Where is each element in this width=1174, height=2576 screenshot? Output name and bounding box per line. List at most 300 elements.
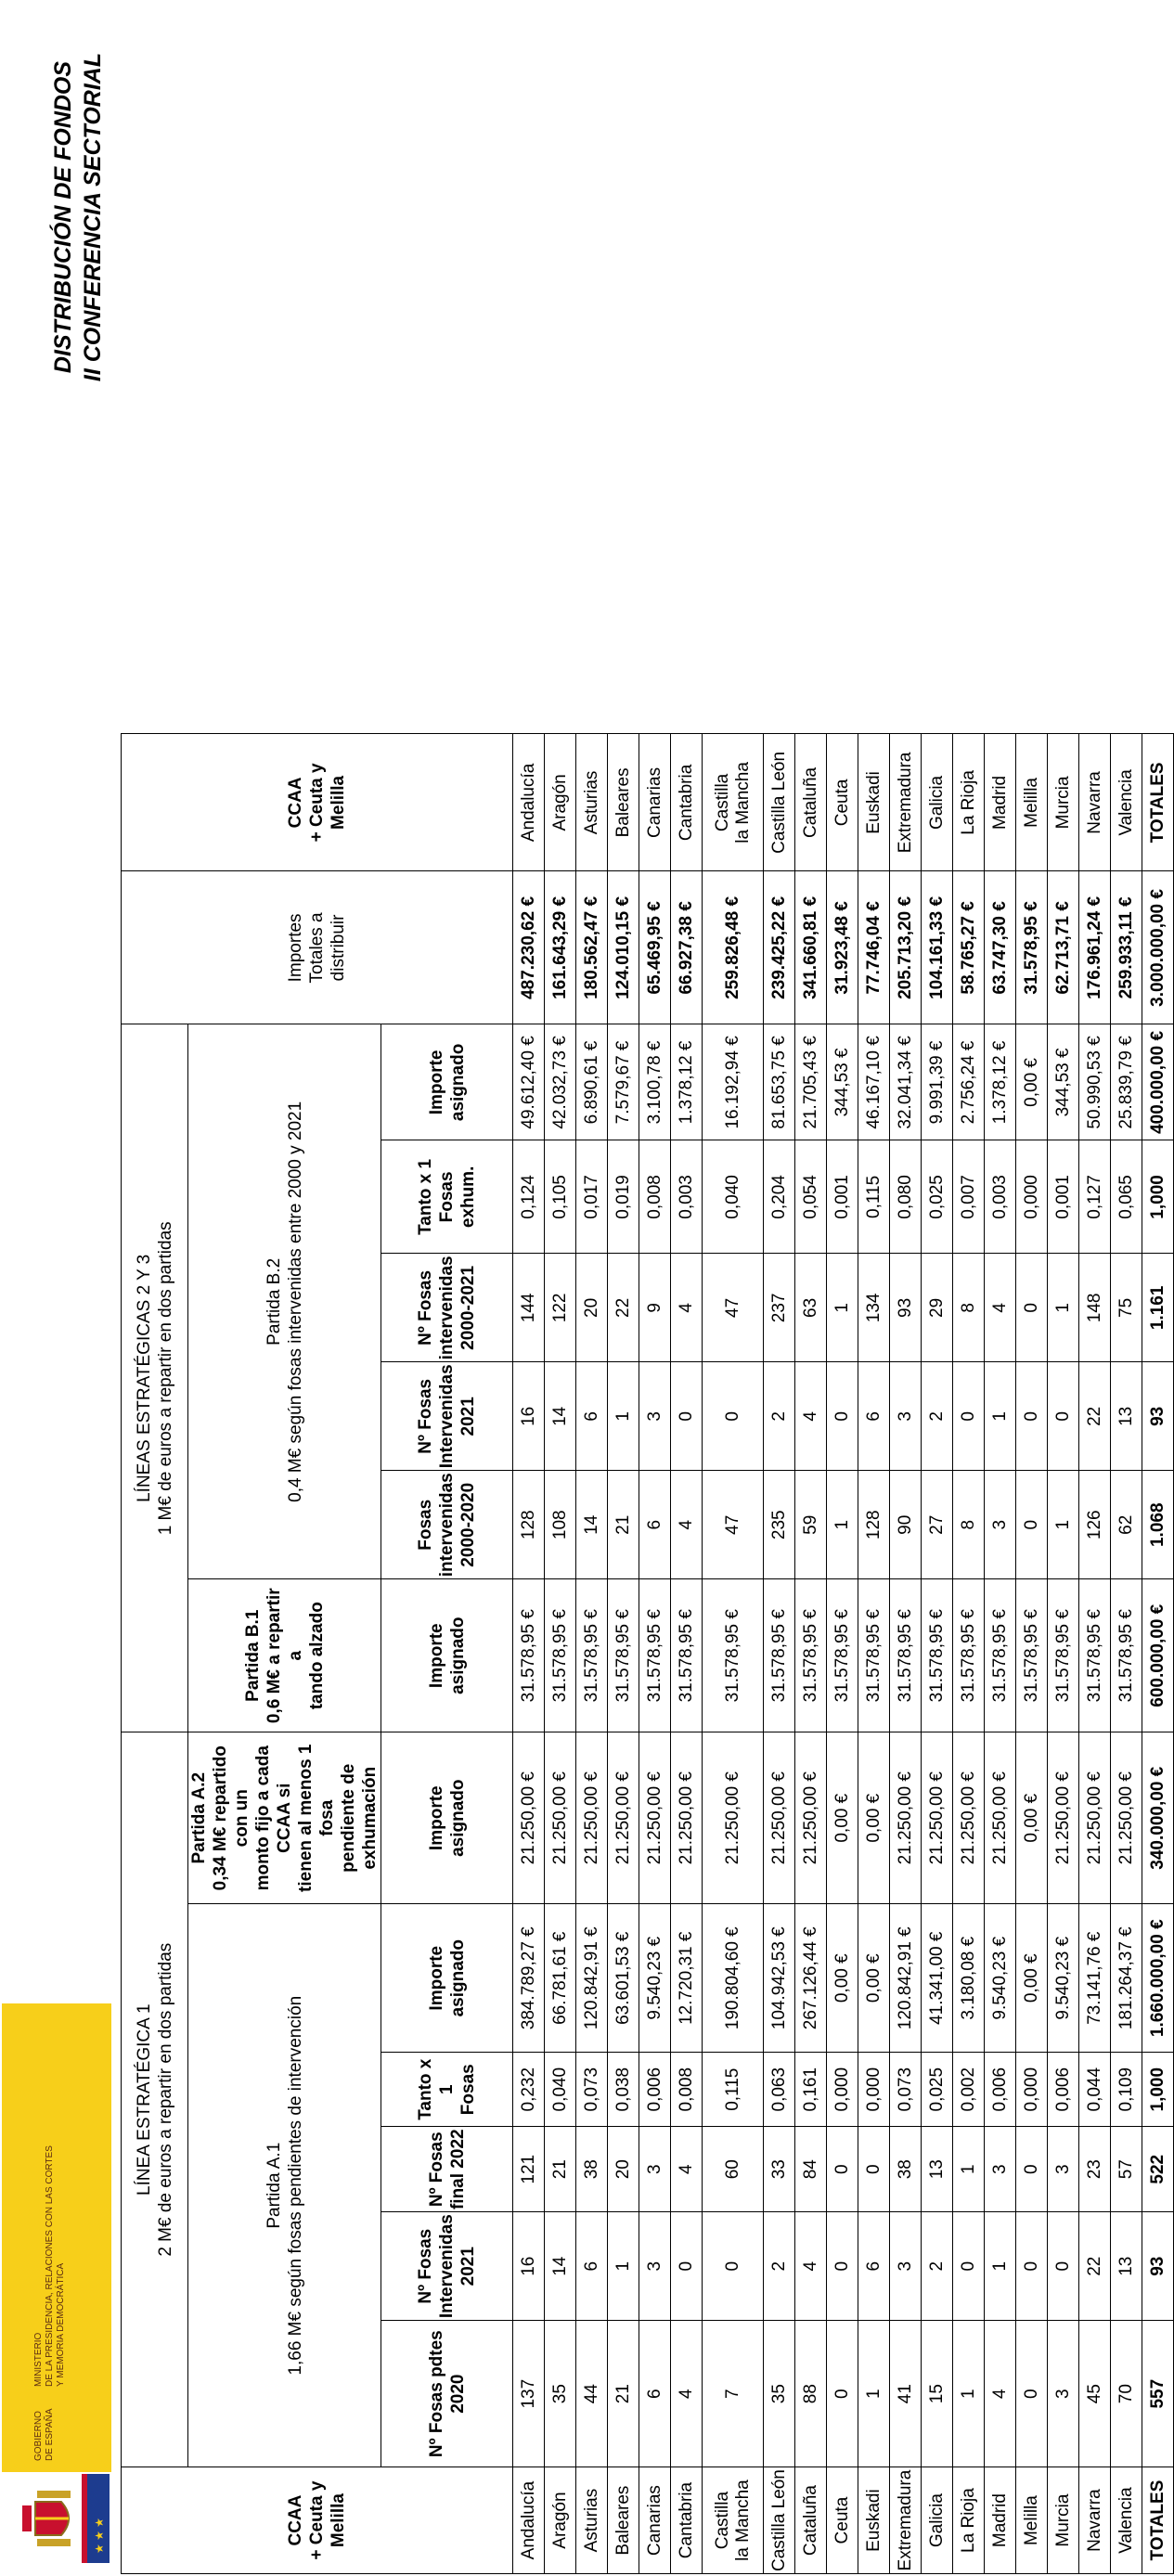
cell-tanto: 0,232 (513, 2053, 545, 2127)
cell-int0021: 29 (922, 1254, 953, 1362)
cell-tantoexh: 0,001 (1048, 1140, 1079, 1254)
partida-b2-header: Partida B.2 0,4 M€ según fosas intervenidas entre 2000 y 2021 (188, 1024, 381, 1579)
cell-total: 31.578,95 € (1016, 871, 1048, 1024)
cell-pdtes: 35 (764, 2321, 795, 2467)
cell-imp-b2: 21.705,43 € (795, 1024, 827, 1140)
cell-int0021: 4 (985, 1254, 1016, 1362)
cell-int21b: 3 (639, 1362, 671, 1471)
document-title (48, 32, 108, 403)
col-fos0020-header: Fosas intervenidas 2000-2020 (381, 1471, 513, 1579)
cell-fos0020: 90 (890, 1471, 922, 1579)
cell-final22: 0 (858, 2127, 890, 2212)
cell-imp-b1: 31.578,95 € (576, 1579, 608, 1732)
table-row (703, 734, 764, 2574)
cell-imp-b2: 1.378,12 € (985, 1024, 1016, 1140)
cell-tantoexh: 0,124 (513, 1140, 545, 1254)
col-tanto-header: Tanto x 1 Fosas (381, 2053, 513, 2127)
cell-imp-b1: 31.578,95 € (985, 1579, 1016, 1732)
cell-int21b: 3 (890, 1362, 922, 1471)
cell-int0021: 75 (1111, 1254, 1142, 1362)
cell-final22: 3 (1048, 2127, 1079, 2212)
cell-imp-a1: 9.540,23 € (1048, 1904, 1079, 2053)
cell-imp-b2: 3.100,78 € (639, 1024, 671, 1140)
ministry-line-2: DE LA PRESIDENCIA, RELACIONES CON LAS CORTES (45, 2145, 55, 2387)
partida-b1-header: Partida B.1 0,6 M€ a repartir a tando alzado (188, 1579, 381, 1732)
cell-final22: 0 (1016, 2127, 1048, 2212)
ccaa-name-cell-right: Melilla (1016, 734, 1048, 871)
total-int21: 93 (1142, 2212, 1174, 2321)
cell-imp-a1: 0,00 € (1016, 1904, 1048, 2053)
col-int0021-header: Nº Fosas intervenidas 2000-2021 (381, 1254, 513, 1362)
cell-int21b: 0 (827, 1362, 858, 1471)
ministry-banner (2, 2003, 111, 2472)
cell-int21: 0 (671, 2212, 703, 2321)
cell-imp-b1: 31.578,95 € (545, 1579, 576, 1732)
cell-imp-a1: 120.842,91 € (890, 1904, 922, 2053)
table-row (858, 734, 890, 2574)
ccaa-header-right: CCAA + Ceuta y Melilla (122, 734, 513, 871)
cell-int21b: 4 (795, 1362, 827, 1471)
ccaa-name-cell-right: Cantabria (671, 734, 703, 871)
cell-imp-a2: 21.250,00 € (576, 1732, 608, 1904)
ccaa-name-cell (703, 2467, 764, 2574)
cell-imp-a1: 104.942,53 € (764, 1904, 795, 2053)
cell-int0021: 22 (608, 1254, 639, 1362)
cell-pdtes: 0 (1016, 2321, 1048, 2467)
cell-fos0020: 1 (827, 1471, 858, 1579)
cell-total: 124.010,15 € (608, 871, 639, 1024)
table-row (545, 734, 576, 2574)
cell-imp-a2: 0,00 € (827, 1732, 858, 1904)
table-row (764, 734, 795, 2574)
cell-imp-b1: 31.578,95 € (922, 1579, 953, 1732)
cell-int21b: 1 (608, 1362, 639, 1471)
cell-pdtes: 4 (671, 2321, 703, 2467)
table-row (671, 734, 703, 2574)
cell-total: 65.469,95 € (639, 871, 671, 1024)
cell-final22: 121 (513, 2127, 545, 2212)
cell-tanto: 0,002 (953, 2053, 985, 2127)
ccaa-name-cell: Baleares (608, 2467, 639, 2574)
ministry-label (33, 2016, 67, 2387)
cell-tantoexh: 0,065 (1111, 1140, 1142, 1254)
cell-total: 63.747,30 € (985, 871, 1016, 1024)
cell-int21b: 2 (764, 1362, 795, 1471)
cell-imp-b1: 31.578,95 € (1048, 1579, 1079, 1732)
total-header: Importes Totales a distribuir (122, 871, 513, 1024)
cell-int21b: 6 (858, 1362, 890, 1471)
cell-final22: 23 (1079, 2127, 1111, 2212)
cell-total: 259.826,48 € (703, 871, 764, 1024)
cell-tantoexh: 0,127 (1079, 1140, 1111, 1254)
cell-pdtes: 1 (953, 2321, 985, 2467)
table-row (827, 734, 858, 2574)
partida-a1-header: Partida A.1 1,66 M€ según fosas pendientes de intervención (188, 1904, 381, 2467)
cell-imp-a2: 21.250,00 € (513, 1732, 545, 1904)
cell-tantoexh: 0,204 (764, 1140, 795, 1254)
table-row (922, 734, 953, 2574)
cell-imp-a2: 21.250,00 € (1048, 1732, 1079, 1904)
cell-tanto: 0,000 (1016, 2053, 1048, 2127)
ccaa-name-cell: Euskadi (858, 2467, 890, 2574)
cell-total: 161.643,29 € (545, 871, 576, 1024)
cell-int21: 4 (795, 2212, 827, 2321)
cell-int21b: 0 (703, 1362, 764, 1471)
cell-int0021: 20 (576, 1254, 608, 1362)
cell-imp-a1: 9.540,23 € (985, 1904, 1016, 2053)
cell-int21: 14 (545, 2212, 576, 2321)
cell-total: 239.425,22 € (764, 871, 795, 1024)
cell-pdtes: 15 (922, 2321, 953, 2467)
ccaa-name-cell-right (703, 734, 764, 871)
table-row (890, 734, 922, 2574)
cell-imp-b1: 31.578,95 € (639, 1579, 671, 1732)
cell-imp-a2: 21.250,00 € (703, 1732, 764, 1904)
cell-imp-a2: 21.250,00 € (639, 1732, 671, 1904)
cell-imp-b2: 7.579,67 € (608, 1024, 639, 1140)
cell-final22: 84 (795, 2127, 827, 2212)
cell-imp-a1: 0,00 € (827, 1904, 858, 2053)
total-final22: 522 (1142, 2127, 1174, 2212)
cell-int21b: 22 (1079, 1362, 1111, 1471)
table-row (576, 734, 608, 2574)
cell-pdtes: 7 (703, 2321, 764, 2467)
cell-imp-b1: 31.578,95 € (795, 1579, 827, 1732)
le1-header: LÍNEA ESTRATÉGICA 1 2 M€ de euros a repartir en dos partidas (122, 1732, 188, 2467)
cell-tantoexh: 0,105 (545, 1140, 576, 1254)
cell-fos0020: 59 (795, 1471, 827, 1579)
cell-int21b: 16 (513, 1362, 545, 1471)
cell-total: 77.746,04 € (858, 871, 890, 1024)
cell-total: 104.161,33 € (922, 871, 953, 1024)
cell-int0021: 122 (545, 1254, 576, 1362)
col-int21b-header: Nº Fosas Intervenidas 2021 (381, 1362, 513, 1471)
cell-final22: 3 (639, 2127, 671, 2212)
cell-final22: 4 (671, 2127, 703, 2212)
cell-final22: 13 (922, 2127, 953, 2212)
cell-imp-b1: 31.578,95 € (1079, 1579, 1111, 1732)
cell-final22: 1 (953, 2127, 985, 2212)
partida-a2-header: Partida A.2 0,34 M€ repartido con un monto fijo a cada CCAA si tienen al menos 1 fosa pendiente de exhumación (188, 1732, 381, 1904)
cell-final22: 38 (890, 2127, 922, 2212)
table-row (1111, 734, 1142, 2574)
cell-tanto: 0,038 (608, 2053, 639, 2127)
coat-of-arms-icon (9, 2474, 110, 2563)
cell-imp-b2: 25.839,79 € (1111, 1024, 1142, 1140)
ccaa-name-cell-right: Navarra (1079, 734, 1111, 871)
total-int0021: 1.161 (1142, 1254, 1174, 1362)
cell-int0021: 93 (890, 1254, 922, 1362)
cell-final22: 3 (985, 2127, 1016, 2212)
col-imp-a2-header: Importe asignado (381, 1732, 513, 1904)
ccaa-name-cell: Extremadura (890, 2467, 922, 2574)
cell-tantoexh: 0,025 (922, 1140, 953, 1254)
cell-imp-a1: 190.804,60 € (703, 1904, 764, 2053)
cell-imp-a2: 0,00 € (1016, 1732, 1048, 1904)
cell-tanto: 0,006 (639, 2053, 671, 2127)
cell-imp-a1: 3.180,08 € (953, 1904, 985, 2053)
cell-int0021: 1 (827, 1254, 858, 1362)
cell-int0021: 9 (639, 1254, 671, 1362)
cell-imp-b1: 31.578,95 € (1016, 1579, 1048, 1732)
table-row (795, 734, 827, 2574)
cell-imp-b2: 50.990,53 € (1079, 1024, 1111, 1140)
cell-pdtes: 4 (985, 2321, 1016, 2467)
ccaa-name-cell-right: Murcia (1048, 734, 1079, 871)
cell-int0021: 8 (953, 1254, 985, 1362)
total-total: 3.000.000,00 € (1142, 871, 1174, 1024)
cell-imp-b2: 9.991,39 € (922, 1024, 953, 1140)
cell-int0021: 237 (764, 1254, 795, 1362)
cell-imp-b2: 49.612,40 € (513, 1024, 545, 1140)
cell-imp-a2: 21.250,00 € (985, 1732, 1016, 1904)
cell-imp-b1: 31.578,95 € (1111, 1579, 1142, 1732)
cell-tanto: 0,025 (922, 2053, 953, 2127)
cell-tantoexh: 0,017 (576, 1140, 608, 1254)
le23-header: LÍNEAS ESTRATÉGICAS 2 Y 3 1 M€ de euros a repartir en dos partidas (122, 1024, 188, 1732)
cell-imp-a2: 21.250,00 € (1079, 1732, 1111, 1904)
cell-tanto: 0,006 (1048, 2053, 1079, 2127)
cell-fos0020: 62 (1111, 1471, 1142, 1579)
table-row (1079, 734, 1111, 2574)
cell-imp-a2: 0,00 € (858, 1732, 890, 1904)
cell-imp-a1: 120.842,91 € (576, 1904, 608, 2053)
cell-int21: 1 (985, 2212, 1016, 2321)
cell-final22: 21 (545, 2127, 576, 2212)
cell-imp-a2: 21.250,00 € (545, 1732, 576, 1904)
ccaa-name-cell: Canarias (639, 2467, 671, 2574)
total-int21b: 93 (1142, 1362, 1174, 1471)
total-tanto: 1,000 (1142, 2053, 1174, 2127)
cell-int21b: 0 (1048, 1362, 1079, 1471)
ccaa-name-cell-right: Extremadura (890, 734, 922, 871)
cell-imp-a1: 63.601,53 € (608, 1904, 639, 2053)
cell-imp-b1: 31.578,95 € (953, 1579, 985, 1732)
cell-fos0020: 6 (639, 1471, 671, 1579)
ccaa-name-cell: Andalucía (513, 2467, 545, 2574)
total-fos0020: 1.068 (1142, 1471, 1174, 1579)
cell-fos0020: 27 (922, 1471, 953, 1579)
cell-imp-a1: 0,00 € (858, 1904, 890, 2053)
cell-imp-a2: 21.250,00 € (671, 1732, 703, 1904)
cell-int21: 16 (513, 2212, 545, 2321)
table-row (513, 734, 545, 2574)
cell-int0021: 148 (1079, 1254, 1111, 1362)
cell-total: 176.961,24 € (1079, 871, 1111, 1024)
cell-imp-a1: 9.540,23 € (639, 1904, 671, 2053)
cell-imp-b1: 31.578,95 € (671, 1579, 703, 1732)
totals-row (1142, 734, 1174, 2574)
ccaa-name-cell: Murcia (1048, 2467, 1079, 2574)
cell-imp-b1: 31.578,95 € (703, 1579, 764, 1732)
ccaa-name-cell: Cantabria (671, 2467, 703, 2574)
cell-total: 341.660,81 € (795, 871, 827, 1024)
cell-tanto: 0,040 (545, 2053, 576, 2127)
cell-imp-a1: 41.341,00 € (922, 1904, 953, 2053)
svg-text:★ ★ ★: ★ ★ ★ (93, 2518, 106, 2554)
ccaa-name-cell-right: Euskadi (858, 734, 890, 871)
col-imp-a1-header: Importe asignado (381, 1904, 513, 2053)
table-row (1016, 734, 1048, 2574)
cell-pdtes: 41 (890, 2321, 922, 2467)
cell-imp-a1: 267.126,44 € (795, 1904, 827, 2053)
cell-imp-a2: 21.250,00 € (953, 1732, 985, 1904)
cell-total: 62.713,71 € (1048, 871, 1079, 1024)
cell-int21: 0 (1048, 2212, 1079, 2321)
cell-imp-a2: 21.250,00 € (1111, 1732, 1142, 1904)
table-row (608, 734, 639, 2574)
cell-imp-a1: 66.781,61 € (545, 1904, 576, 2053)
cell-imp-b2: 81.653,75 € (764, 1024, 795, 1140)
ccaa-name-cell: Asturias (576, 2467, 608, 2574)
cell-int21: 13 (1111, 2212, 1142, 2321)
ccaa-name-cell-right: Baleares (608, 734, 639, 871)
cell-pdtes: 6 (639, 2321, 671, 2467)
cell-fos0020: 1 (1048, 1471, 1079, 1579)
cell-imp-a2: 21.250,00 € (764, 1732, 795, 1904)
ccaa-name-cell: Ceuta (827, 2467, 858, 2574)
ccaa-name-line-1: Castilla (712, 2491, 732, 2550)
cell-int0021: 63 (795, 1254, 827, 1362)
ccaa-name-cell: Castilla León (764, 2467, 795, 2574)
cell-tantoexh: 0,054 (795, 1140, 827, 1254)
cell-final22: 38 (576, 2127, 608, 2212)
table-row (953, 734, 985, 2574)
total-imp-b1: 600.000,00 € (1142, 1579, 1174, 1732)
cell-pdtes: 3 (1048, 2321, 1079, 2467)
cell-final22: 60 (703, 2127, 764, 2212)
total-pdtes: 557 (1142, 2321, 1174, 2467)
cell-tantoexh: 0,007 (953, 1140, 985, 1254)
ccaa-name-cell-right: Castilla León (764, 734, 795, 871)
cell-int0021: 134 (858, 1254, 890, 1362)
cell-imp-b2: 2.756,24 € (953, 1024, 985, 1140)
cell-int21: 22 (1079, 2212, 1111, 2321)
table-row (1048, 734, 1079, 2574)
cell-tantoexh: 0,080 (890, 1140, 922, 1254)
total-imp-a2: 340.000,00 € (1142, 1732, 1174, 1904)
cell-fos0020: 4 (671, 1471, 703, 1579)
cell-tantoexh: 0,001 (827, 1140, 858, 1254)
cell-imp-a2: 21.250,00 € (795, 1732, 827, 1904)
cell-int21b: 13 (1111, 1362, 1142, 1471)
cell-tanto: 0,006 (985, 2053, 1016, 2127)
cell-total: 487.230,62 € (513, 871, 545, 1024)
title-line-2: II CONFERENCIA SECTORIAL (80, 52, 106, 382)
header-row-lines (122, 734, 188, 2574)
ccaa-name-cell: Galicia (922, 2467, 953, 2574)
cell-fos0020: 126 (1079, 1471, 1111, 1579)
cell-tanto: 0,063 (764, 2053, 795, 2127)
ccaa-name-cell: Madrid (985, 2467, 1016, 2574)
cell-final22: 57 (1111, 2127, 1142, 2212)
cell-int21: 0 (1016, 2212, 1048, 2321)
cell-fos0020: 8 (953, 1471, 985, 1579)
cell-total: 66.927,38 € (671, 871, 703, 1024)
cell-pdtes: 45 (1079, 2321, 1111, 2467)
cell-fos0020: 47 (703, 1471, 764, 1579)
total-imp-a1: 1.660.000,00 € (1142, 1904, 1174, 2053)
cell-tantoexh: 0,008 (639, 1140, 671, 1254)
cell-pdtes: 35 (545, 2321, 576, 2467)
cell-imp-b2: 1.378,12 € (671, 1024, 703, 1140)
cell-fos0020: 128 (858, 1471, 890, 1579)
table-row (639, 734, 671, 2574)
ccaa-header-left: CCAA + Ceuta y Melilla (122, 2467, 513, 2574)
government-line-2: DE ESPAÑA (45, 2408, 55, 2461)
cell-tanto: 0,073 (576, 2053, 608, 2127)
cell-int0021: 0 (1016, 1254, 1048, 1362)
cell-tanto: 0,115 (703, 2053, 764, 2127)
cell-imp-b1: 31.578,95 € (608, 1579, 639, 1732)
cell-int21: 1 (608, 2212, 639, 2321)
cell-total: 31.923,48 € (827, 871, 858, 1024)
ministry-logo (0, 2001, 113, 2576)
cell-int0021: 144 (513, 1254, 545, 1362)
col-pdtes-header: Nº Fosas pdtes 2020 (381, 2321, 513, 2467)
cell-tanto: 0,161 (795, 2053, 827, 2127)
cell-tanto: 0,000 (827, 2053, 858, 2127)
cell-tanto: 0,073 (890, 2053, 922, 2127)
ccaa-name-cell-right: La Rioja (953, 734, 985, 871)
cell-imp-b2: 16.192,94 € (703, 1024, 764, 1140)
col-imp-b1-header: Importe asignado (381, 1579, 513, 1732)
cell-final22: 33 (764, 2127, 795, 2212)
cell-tantoexh: 0,115 (858, 1140, 890, 1254)
table-row (985, 734, 1016, 2574)
cell-imp-b2: 344,53 € (1048, 1024, 1079, 1140)
cell-pdtes: 21 (608, 2321, 639, 2467)
cell-fos0020: 128 (513, 1471, 545, 1579)
ccaa-name-line-1: Castilla (712, 773, 732, 832)
ministry-line-3: Y MEMORIA DEMOCRÁTICA (56, 2262, 66, 2387)
cell-int21b: 1 (985, 1362, 1016, 1471)
funds-distribution-table (121, 733, 1174, 2574)
ccaa-name-cell: Navarra (1079, 2467, 1111, 2574)
ccaa-name-cell-right: Canarias (639, 734, 671, 871)
cell-tanto: 0,008 (671, 2053, 703, 2127)
cell-final22: 0 (827, 2127, 858, 2212)
cell-int21b: 0 (953, 1362, 985, 1471)
ccaa-name-cell-right: Aragón (545, 734, 576, 871)
totals-label-right: TOTALES (1142, 734, 1174, 871)
cell-imp-a1: 12.720,31 € (671, 1904, 703, 2053)
cell-fos0020: 21 (608, 1471, 639, 1579)
cell-tanto: 0,000 (858, 2053, 890, 2127)
col-tantoexh-header: Tanto x 1 Fosas exhum. (381, 1140, 513, 1254)
cell-imp-a1: 181.264,37 € (1111, 1904, 1142, 2053)
ccaa-name-cell: Aragón (545, 2467, 576, 2574)
cell-int21: 6 (858, 2212, 890, 2321)
ccaa-name-cell: La Rioja (953, 2467, 985, 2574)
cell-imp-a2: 21.250,00 € (922, 1732, 953, 1904)
col-int21-header: Nº Fosas Intervenidas 2021 (381, 2212, 513, 2321)
col-imp-b2-header: Importe asignado (381, 1024, 513, 1140)
cell-tanto: 0,044 (1079, 2053, 1111, 2127)
cell-imp-b2: 344,53 € (827, 1024, 858, 1140)
cell-tantoexh: 0,019 (608, 1140, 639, 1254)
cell-int21b: 0 (671, 1362, 703, 1471)
cell-fos0020: 3 (985, 1471, 1016, 1579)
total-tantoexh: 1,000 (1142, 1140, 1174, 1254)
ccaa-name-cell-right: Madrid (985, 734, 1016, 871)
cell-int21: 2 (764, 2212, 795, 2321)
cell-int21: 2 (922, 2212, 953, 2321)
cell-tanto: 0,109 (1111, 2053, 1142, 2127)
cell-imp-b1: 31.578,95 € (513, 1579, 545, 1732)
cell-imp-b1: 31.578,95 € (764, 1579, 795, 1732)
cell-int0021: 47 (703, 1254, 764, 1362)
